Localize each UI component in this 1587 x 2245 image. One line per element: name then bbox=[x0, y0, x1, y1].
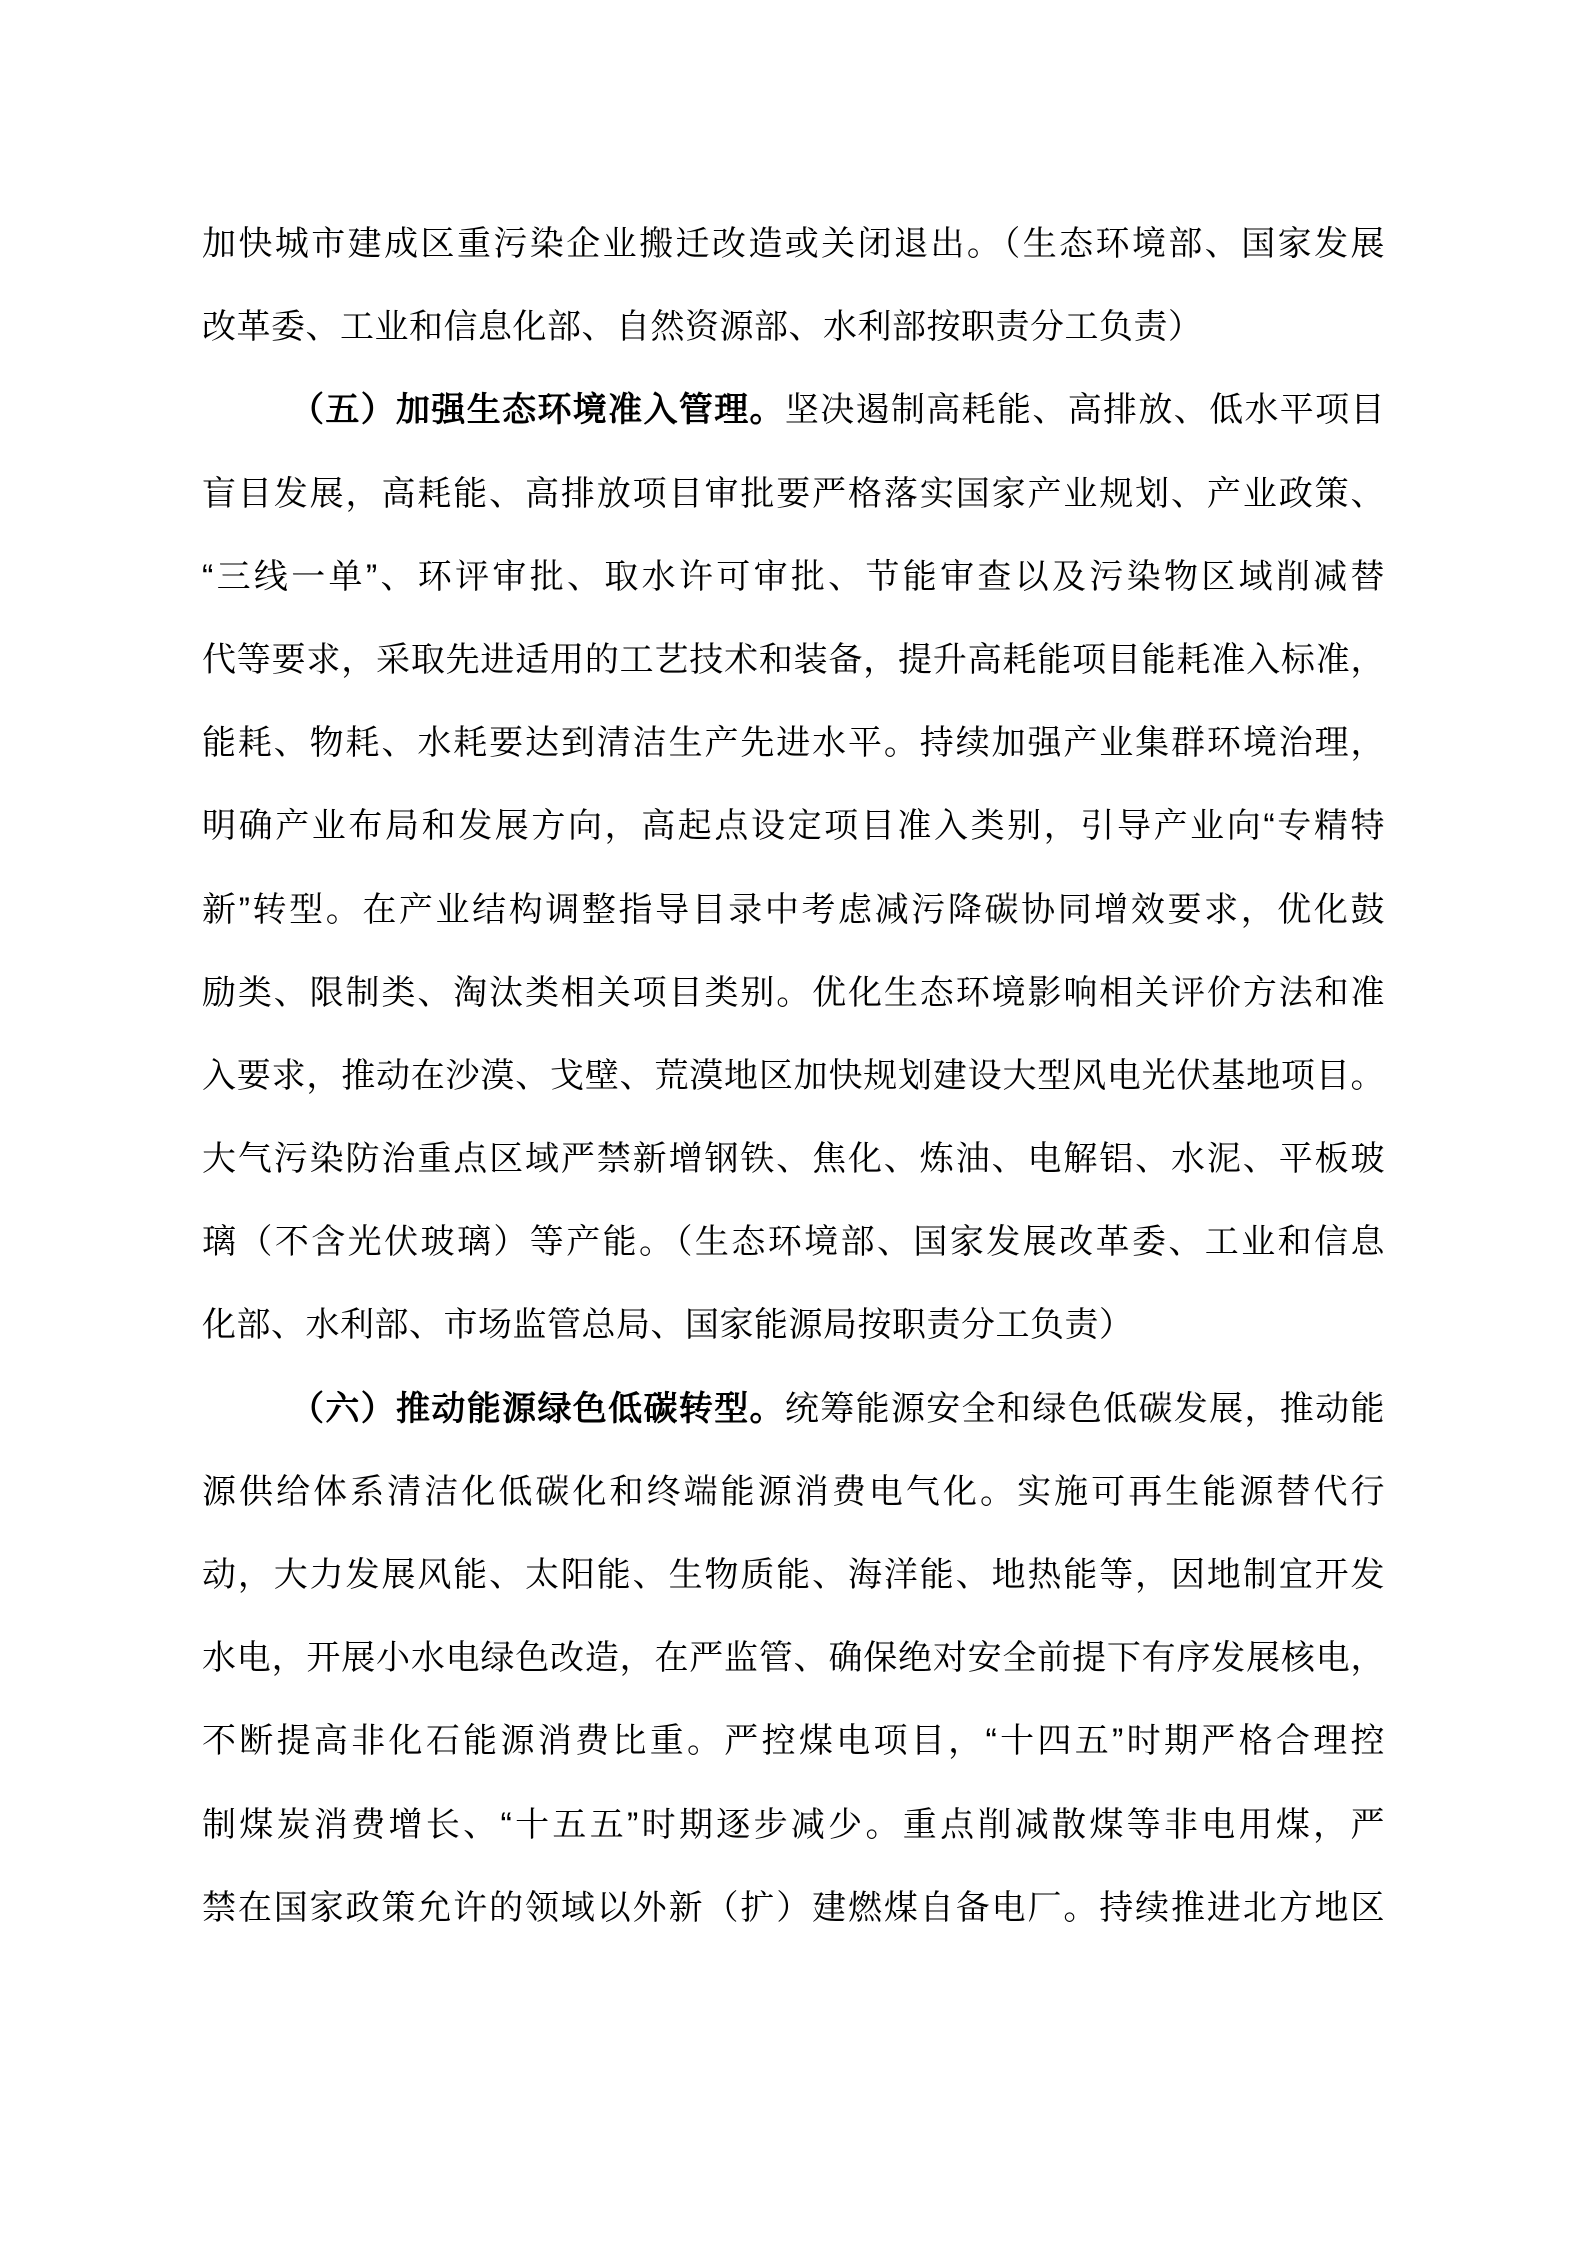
body-text: 盲目发展，高耗能、高排放项目审批要严格落实国家产业规划、产业政策、 bbox=[202, 474, 1385, 513]
text-line bbox=[202, 1784, 1385, 1867]
text-line bbox=[202, 1118, 1385, 1201]
text-line bbox=[202, 619, 1385, 702]
text-line bbox=[202, 1035, 1385, 1118]
section-heading-text: （五）加强生态环境准入管理。 bbox=[290, 391, 785, 430]
text-line bbox=[202, 1451, 1385, 1534]
text-line bbox=[202, 1867, 1385, 1950]
section-heading-text: （六）推动能源绿色低碳转型。 bbox=[290, 1389, 785, 1428]
body-text: 明确产业布局和发展方向，高起点设定项目准入类别，引导产业向“专精特 bbox=[202, 807, 1385, 846]
body-text: 璃（不含光伏玻璃）等产能。（生态环境部、国家发展改革委、工业和信息 bbox=[202, 1223, 1385, 1262]
body-text: 制煤炭消费增长、“十五五”时期逐步减少。重点削减散煤等非电用煤，严 bbox=[202, 1805, 1385, 1844]
body-text: 入要求，推动在沙漠、戈壁、荒漠地区加快规划建设大型风电光伏基地项目。 bbox=[202, 1056, 1385, 1095]
body-text: 化部、水利部、市场监管总局、国家能源局按职责分工负责） bbox=[202, 1306, 1134, 1345]
text-line bbox=[202, 702, 1385, 785]
body-text: “三线一单”、环评审批、取水许可审批、节能审查以及污染物区域削减替 bbox=[202, 557, 1385, 596]
body-text: 不断提高非化石能源消费比重。严控煤电项目，“十四五”时期严格合理控 bbox=[202, 1722, 1385, 1761]
body-text: 坚决遏制高耗能、高排放、低水平项目 bbox=[784, 391, 1386, 430]
body-text: 统筹能源安全和绿色低碳发展，推动能 bbox=[784, 1389, 1386, 1428]
text-line bbox=[202, 369, 1385, 452]
body-text: 水电，开展小水电绿色改造，在严监管、确保绝对安全前提下有序发展核电， bbox=[202, 1639, 1385, 1678]
body-text: 禁在国家政策允许的领域以外新（扩）建燃煤自备电厂。持续推进北方地区 bbox=[202, 1888, 1385, 1927]
text-line bbox=[202, 286, 1385, 369]
text-line bbox=[202, 1368, 1385, 1451]
body-text: 励类、限制类、淘汰类相关项目类别。优化生态环境影响相关评价方法和准 bbox=[202, 973, 1385, 1012]
text-line bbox=[202, 869, 1385, 952]
body-text: 大气污染防治重点区域严禁新增钢铁、焦化、炼油、电解铝、水泥、平板玻 bbox=[202, 1140, 1385, 1179]
body-text: 改革委、工业和信息化部、自然资源部、水利部按职责分工负责） bbox=[202, 308, 1203, 347]
body-text: 新”转型。在产业结构调整指导目录中考虑减污降碳协同增效要求，优化鼓 bbox=[202, 890, 1385, 929]
text-line bbox=[202, 1534, 1385, 1617]
body-text: 动，大力发展风能、太阳能、生物质能、海洋能、地热能等，因地制宜开发 bbox=[202, 1556, 1385, 1594]
document-text-block bbox=[202, 203, 1385, 1950]
text-line bbox=[202, 952, 1385, 1035]
text-line bbox=[202, 536, 1385, 619]
text-line bbox=[202, 203, 1385, 286]
body-text: 源供给体系清洁化低碳化和终端能源消费电气化。实施可再生能源替代行 bbox=[202, 1472, 1385, 1511]
text-line bbox=[202, 1617, 1385, 1700]
text-line bbox=[202, 1284, 1385, 1367]
text-line bbox=[202, 1201, 1385, 1284]
text-line bbox=[202, 453, 1385, 536]
text-line bbox=[202, 785, 1385, 868]
body-text: 能耗、物耗、水耗要达到清洁生产先进水平。持续加强产业集群环境治理， bbox=[202, 724, 1385, 763]
body-text: 加快城市建成区重污染企业搬迁改造或关闭退出。（生态环境部、国家发展 bbox=[202, 225, 1385, 263]
body-text: 代等要求，采取先进适用的工艺技术和装备，提升高耗能项目能耗准入标准， bbox=[202, 640, 1385, 679]
text-line bbox=[202, 1700, 1385, 1783]
